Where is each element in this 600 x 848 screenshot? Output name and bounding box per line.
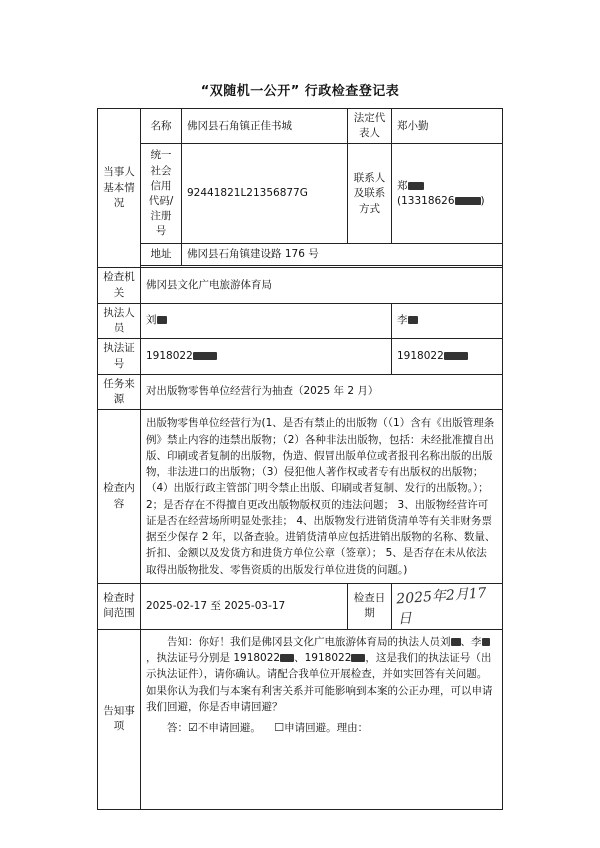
officer-1-name: 刘 [146,314,157,327]
notice-answer: 答：☑不申请回避。 ☐申请回避。理由： [167,721,369,735]
unchecked-checkbox[interactable]: ☐ [274,721,285,735]
credit-code-value: 92441821L21356877G [182,144,348,244]
legal-rep-value: 郑小勤 [392,109,503,144]
officer-2-name: 李 [397,314,408,327]
redaction-mark [408,316,418,324]
redaction-mark [193,352,217,360]
notice-content [141,629,503,809]
credit-code-label: 统一社会信用代码/注册号 [141,144,182,244]
certificate-2-number: 1918022 [397,349,444,362]
redaction-mark [451,638,461,646]
contact-name: 郑 [397,179,408,192]
redaction-mark [444,352,468,360]
inspection-form-table [97,108,503,810]
redaction-mark [482,638,490,646]
notice-text: 告知：你好！我们是佛冈县文化广电旅游体育局的执法人员刘 、李，执法证号分别是 1918022 、1918022 ，这是我们的执法证号（出示执法证件），请你确认。请配合我单位开展检查，并如实回答有关问题。如果你认为我们与本案有利害关系并可能影响到本案的公正办理，可以申请我们回避，你是否申请回避？ [146,635,493,713]
content-label: 检查内容 [98,410,141,584]
certificate-1 [141,339,392,374]
period-value: 2025-02-17 至 2025-03-17 [141,584,348,630]
redaction-mark [280,654,294,662]
contact-phone: (13318626 [397,194,455,207]
certificate-2 [392,339,503,374]
redaction-mark [455,197,481,205]
redaction-mark [157,316,167,324]
certificates-label: 执法证号 [98,339,141,374]
option-no-avoidance: 不申请回避。 [197,722,261,735]
redaction-mark [351,654,365,662]
address-value: 佛冈县石角镇建设路 176 号 [182,244,503,266]
contact-value: 郑 (13318626 ) [392,144,503,244]
officer-2 [392,303,503,338]
task-source-value: 对出版物零售单位经营行为抽查（2025 年 2 月） [141,374,503,409]
officer-1 [141,303,392,338]
address-label: 地址 [141,244,182,266]
officers-label: 执法人员 [98,303,141,338]
contact-label: 联系人及联系方式 [348,144,392,244]
name-label: 名称 [141,109,182,144]
period-label: 检查时间范围 [98,584,141,630]
name-value: 佛冈县石角镇正佳书城 [182,109,348,144]
content-value: 出版物零售单位经营行为(1、是否有禁止的出版物（（1）含有《出版管理条例》禁止内容的违禁出版物；（2）各种非法出版物，包括：未经批准擅自出版、印刷或者复制的出版物，伪造、假冒出版单位或者报刊名称出版的出版物，非法进口的出版物；（3）侵犯他人著作权或者专有出版权的出版物；（4）出版行政主管部门明令禁止出版、印刷或者复制、发行的出版物。）； 2；是否存在不得擅自更改出版物版权页的违法问题； 3、出版物经营许可证是否在经营场所明显处张挂； 4、出版物发行进销货清单等有关非财务票据至少保存 2 年，以备查验。进销货清单应包括进销出版物的名称、数量、折扣、金额以及发货方和进货方单位公章（签章）； 5、是否存在未从依法取得出版物批发、零售资质的出版发行单位进货的问题。) [141,410,503,584]
date-label: 检查日期 [348,584,392,630]
task-source-label: 任务来源 [98,374,141,409]
handwritten-date: 2025年2月17日 [395,585,488,628]
notice-label: 告知事项 [98,629,141,809]
legal-rep-label: 法定代表人 [348,109,392,144]
option-avoidance: 申请回避。理由： [284,722,369,735]
redaction-mark [408,182,424,190]
certificate-1-number: 1918022 [146,349,193,362]
form-title: “双随机一公开” 行政检查登记表 [200,84,400,99]
date-value [392,584,503,630]
party-section-label: 当事人基本情况 [98,109,141,268]
inspection-org-value: 佛冈县文化广电旅游体育局 [141,268,503,303]
inspection-org-label: 检查机关 [98,268,141,303]
checked-checkbox[interactable]: ☑ [188,721,198,735]
